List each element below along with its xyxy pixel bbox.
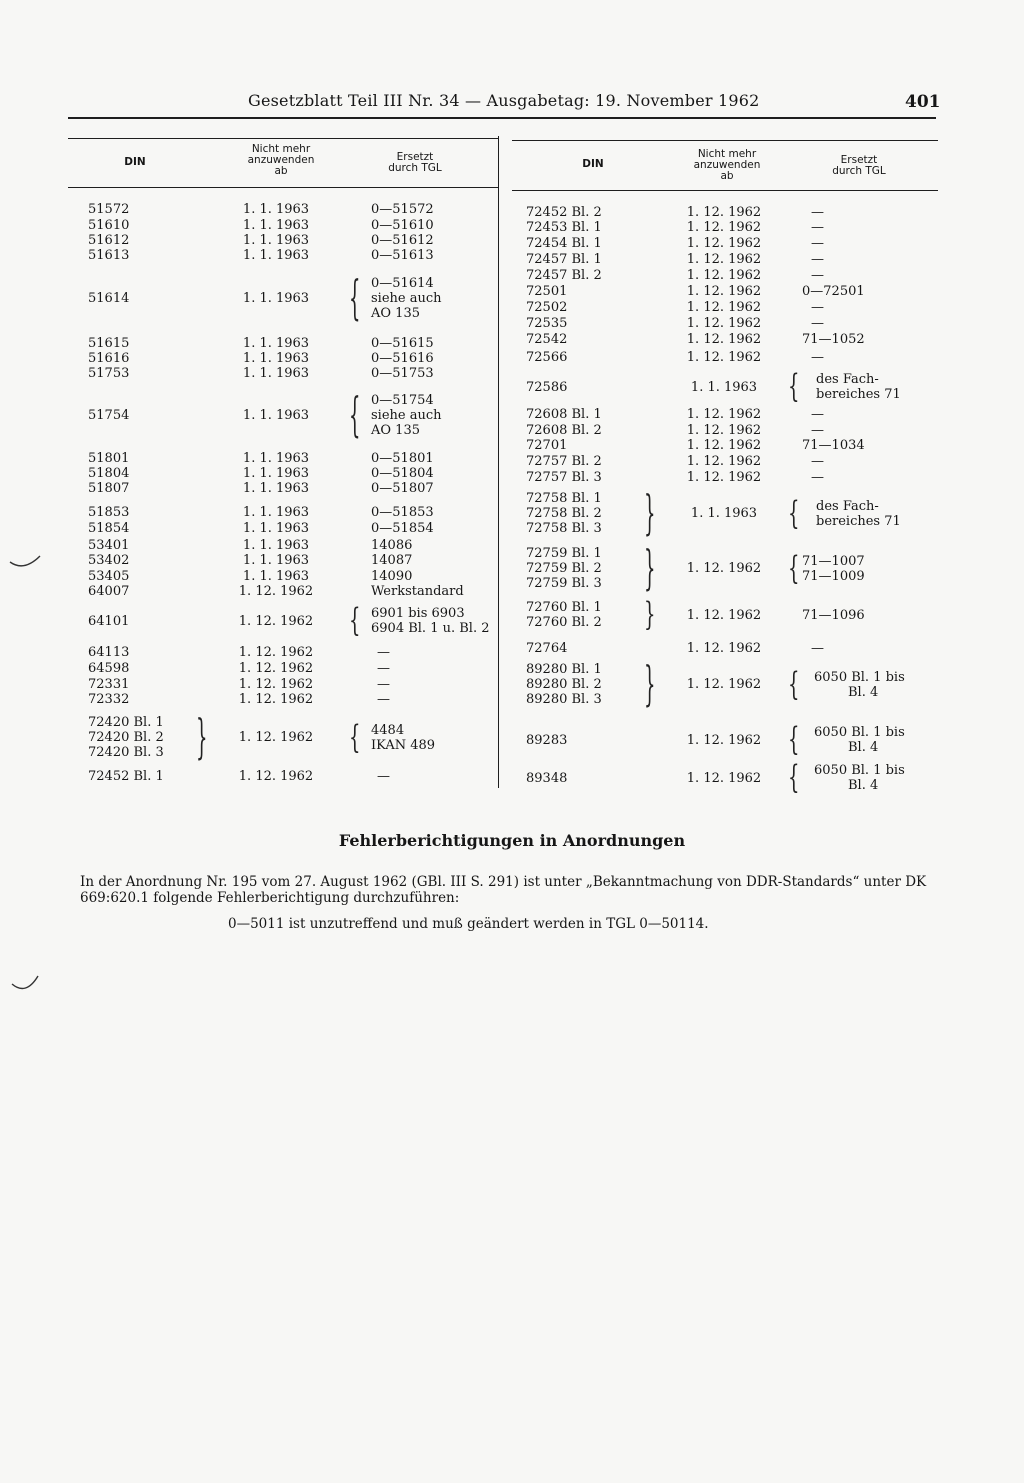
replacement-tgl: 0—51616 (371, 351, 434, 366)
replacement-tgl: des Fach- (816, 498, 879, 514)
page-header (0, 0, 1024, 120)
group-brace: { (788, 548, 800, 587)
effective-date: 1. 12. 1962 (686, 284, 762, 299)
right-header-top-rule (512, 140, 938, 141)
din-number: 72420 Bl. 3 (88, 745, 164, 760)
replacement-tgl: 0—51801 (371, 451, 434, 466)
page-number: 401 (905, 92, 941, 112)
left-header-top-rule (68, 138, 498, 139)
replacement-dash: — (811, 316, 824, 331)
din-number: 53402 (88, 553, 130, 568)
replacement-dash: — (811, 470, 824, 485)
replacement-tgl: 0—51854 (371, 521, 434, 536)
din-number: 51753 (88, 366, 130, 381)
replacement-dash: — (811, 236, 824, 251)
replacement-tgl: 71—1052 (802, 332, 865, 347)
din-number: 51613 (88, 248, 130, 263)
header-replaced-by-right: Ersetzt durch TGL (832, 154, 886, 177)
din-number: 72566 (526, 350, 568, 365)
effective-date: 1. 12. 1962 (686, 732, 762, 748)
din-number: 72420 Bl. 1 (88, 715, 164, 730)
replacement-tgl: 0—51612 (371, 233, 434, 248)
replacement-tgl: 0—51613 (371, 248, 434, 263)
corrections-title: Fehlerberichtigungen in Anordnungen (338, 831, 686, 850)
effective-date: 1. 1. 1963 (242, 336, 310, 351)
din-number: 53401 (88, 538, 130, 553)
effective-date: 1. 12. 1962 (686, 300, 762, 315)
din-number: 72608 Bl. 2 (526, 423, 602, 438)
din-number: 51853 (88, 505, 130, 520)
din-number: 89283 (526, 732, 568, 748)
din-number: 72758 Bl. 1 (526, 491, 602, 506)
replacement-tgl: 6050 Bl. 1 bis (814, 763, 905, 778)
group-brace: { (788, 493, 800, 532)
replacement-dash: — (377, 692, 390, 707)
group-brace: { (788, 366, 800, 406)
replacement-tgl: siehe auch (371, 291, 442, 306)
replacement-dash: — (811, 300, 824, 315)
din-number: 72535 (526, 316, 568, 331)
replacement-tgl: 14090 (371, 569, 413, 584)
din-number: 89348 (526, 770, 568, 786)
din-number: 51610 (88, 218, 130, 233)
effective-date: 1. 1. 1963 (242, 233, 310, 248)
din-number: 72759 Bl. 3 (526, 576, 602, 591)
left-header-bottom-rule (68, 187, 498, 188)
effective-date: 1. 12. 1962 (686, 236, 762, 251)
effective-date: 1. 12. 1962 (686, 350, 762, 365)
effective-date: 1. 1. 1963 (242, 218, 310, 233)
column-divider (498, 136, 499, 788)
replacement-dash: — (811, 350, 824, 365)
effective-date: 1. 12. 1962 (686, 220, 762, 235)
din-number: 51804 (88, 466, 130, 481)
replacement-tgl: 14087 (371, 553, 413, 568)
replacement-tgl: IKAN 489 (371, 737, 436, 753)
din-number: 89280 Bl. 2 (526, 677, 602, 692)
effective-date: 1. 1. 1963 (242, 505, 310, 520)
effective-date: 1. 12. 1962 (686, 607, 762, 623)
din-number: 72759 Bl. 2 (526, 561, 602, 576)
replacement-tgl: 0—51615 (371, 336, 434, 351)
effective-date: 1. 1. 1963 (242, 481, 310, 496)
din-number: 51614 (88, 291, 130, 306)
din-number: 51754 (88, 408, 130, 423)
group-brace: { (788, 757, 800, 797)
din-number: 72757 Bl. 2 (526, 454, 602, 469)
effective-date: 1. 12. 1962 (686, 407, 762, 422)
replacement-tgl: des Fach- (816, 372, 879, 387)
page-title: Gesetzblatt Teil III Nr. 34 — Ausgabetag: 19. November 1962 (248, 91, 760, 110)
din-number: 72457 Bl. 2 (526, 268, 602, 283)
effective-date: 1. 1. 1963 (690, 506, 758, 521)
effective-date: 1. 12. 1962 (238, 613, 314, 629)
header-din-right: DIN (582, 158, 604, 170)
replacement-dash: — (811, 407, 824, 422)
replacement-tgl: bereiches 71 (816, 387, 901, 402)
din-number: 51572 (88, 202, 130, 217)
effective-date: 1. 12. 1962 (686, 561, 762, 576)
replacement-tgl: Bl. 4 (848, 740, 879, 755)
din-number: 72760 Bl. 1 (526, 600, 602, 615)
din-number: 72758 Bl. 3 (526, 521, 602, 536)
replacement-tgl: siehe auch (371, 408, 442, 423)
group-brace: } (196, 708, 208, 765)
replacement-dash: — (811, 454, 824, 469)
din-number: 72452 Bl. 2 (526, 205, 602, 220)
din-number: 72331 (88, 677, 130, 692)
replacement-tgl: 0—51614 (371, 276, 434, 291)
din-number: 72452 Bl. 1 (88, 769, 164, 784)
replacement-tgl: 0—51807 (371, 481, 434, 496)
effective-date: 1. 12. 1962 (686, 205, 762, 220)
effective-date: 1. 12. 1962 (686, 438, 762, 453)
din-number: 64101 (88, 613, 130, 629)
replacement-dash: — (811, 423, 824, 438)
effective-date: 1. 12. 1962 (238, 769, 314, 784)
top-rule (68, 117, 936, 119)
effective-date: 1. 1. 1963 (242, 202, 310, 217)
group-brace: { (349, 386, 361, 443)
effective-date: 1. 1. 1963 (242, 553, 310, 568)
effective-date: 1. 1. 1963 (242, 451, 310, 466)
effective-date: 1. 12. 1962 (238, 677, 314, 692)
group-brace: } (644, 484, 656, 541)
replacement-tgl: 4484 (371, 722, 405, 738)
header-not-applicable: Nicht mehr anzuwenden ab (247, 143, 315, 177)
din-number: 72420 Bl. 2 (88, 730, 164, 745)
replacement-tgl: Bl. 4 (848, 684, 879, 700)
effective-date: 1. 12. 1962 (686, 268, 762, 283)
effective-date: 1. 1. 1963 (242, 408, 310, 423)
replacement-dash: — (377, 769, 390, 784)
din-number: 51854 (88, 521, 130, 536)
group-brace: { (349, 717, 361, 756)
replacement-tgl: Bl. 4 (848, 778, 879, 793)
din-number: 72757 Bl. 3 (526, 470, 602, 485)
din-number: 72454 Bl. 1 (526, 236, 602, 251)
group-brace: } (644, 594, 656, 634)
replacement-dash: — (811, 220, 824, 235)
replacement-tgl: 71—1096 (802, 607, 865, 623)
din-number: 72542 (526, 332, 568, 347)
effective-date: 1. 1. 1963 (242, 521, 310, 536)
replacement-dash: — (811, 641, 824, 656)
replacement-tgl: 14086 (371, 538, 413, 553)
effective-date: 1. 12. 1962 (238, 692, 314, 707)
replacement-tgl: bereiches 71 (816, 513, 901, 529)
din-number: 72760 Bl. 2 (526, 615, 602, 630)
effective-date: 1. 1. 1963 (242, 366, 310, 381)
replacement-tgl: 71—1009 (802, 568, 865, 584)
din-number: 72457 Bl. 1 (526, 252, 602, 267)
effective-date: 1. 12. 1962 (238, 584, 314, 599)
din-number: 51615 (88, 336, 130, 351)
effective-date: 1. 1. 1963 (242, 466, 310, 481)
replacement-dash: — (811, 205, 824, 220)
effective-date: 1. 12. 1962 (686, 677, 762, 692)
replacement-tgl: 6901 bis 6903 (371, 606, 465, 621)
effective-date: 1. 1. 1963 (690, 379, 758, 395)
right-header-bottom-rule (512, 190, 938, 191)
effective-date: 1. 12. 1962 (686, 423, 762, 438)
group-brace: { (349, 600, 361, 640)
replacement-tgl: 0—51754 (371, 393, 434, 408)
din-number: 72758 Bl. 2 (526, 506, 602, 521)
replacement-tgl: 71—1007 (802, 553, 865, 569)
din-number: 51801 (88, 451, 130, 466)
effective-date: 1. 12. 1962 (238, 730, 314, 745)
din-number: 53405 (88, 569, 130, 584)
replacement-tgl: Werkstandard (371, 584, 464, 599)
replacement-tgl: 0—51610 (371, 218, 434, 233)
header-din: DIN (124, 156, 146, 168)
din-number: 64113 (88, 645, 130, 660)
effective-date: 1. 12. 1962 (686, 332, 762, 347)
header-not-applicable-right: Nicht mehr anzuwenden ab (693, 148, 761, 182)
din-number: 89280 Bl. 1 (526, 662, 602, 677)
replacement-tgl: 6050 Bl. 1 bis (814, 669, 905, 685)
replacement-dash: — (811, 252, 824, 267)
replacement-tgl: 0—51853 (371, 505, 434, 520)
din-number: 72332 (88, 692, 130, 707)
effective-date: 1. 12. 1962 (686, 316, 762, 331)
replacement-tgl: 71—1034 (802, 438, 865, 453)
din-number: 72764 (526, 641, 568, 656)
din-number: 72759 Bl. 1 (526, 546, 602, 561)
replacement-tgl: 0—51753 (371, 366, 434, 381)
din-number: 72586 (526, 379, 568, 395)
replacement-dash: — (811, 268, 824, 283)
replacement-dash: — (377, 661, 390, 676)
din-number: 51807 (88, 481, 130, 496)
corrections-statement: 0—5011 ist unzutreffend und muß geändert werden in TGL 0—50114. (228, 916, 709, 932)
effective-date: 1. 12. 1962 (686, 454, 762, 469)
margin-mark-icon (6, 548, 46, 578)
group-brace: } (644, 539, 656, 596)
din-number: 64598 (88, 661, 130, 676)
replacement-tgl: 0—72501 (802, 284, 865, 299)
effective-date: 1. 12. 1962 (686, 470, 762, 485)
effective-date: 1. 1. 1963 (242, 569, 310, 584)
effective-date: 1. 1. 1963 (242, 291, 310, 306)
din-number: 64007 (88, 584, 130, 599)
replacement-dash: — (377, 677, 390, 692)
effective-date: 1. 12. 1962 (686, 641, 762, 656)
effective-date: 1. 12. 1962 (238, 661, 314, 676)
header-replaced-by: Ersetzt durch TGL (388, 151, 442, 174)
effective-date: 1. 12. 1962 (238, 645, 314, 660)
din-number: 72608 Bl. 1 (526, 407, 602, 422)
din-number: 89280 Bl. 3 (526, 692, 602, 707)
din-number: 51616 (88, 351, 130, 366)
din-number: 72453 Bl. 1 (526, 220, 602, 235)
group-brace: { (788, 719, 800, 759)
effective-date: 1. 1. 1963 (242, 248, 310, 263)
replacement-dash: — (377, 645, 390, 660)
effective-date: 1. 1. 1963 (242, 538, 310, 553)
margin-mark-icon-2 (6, 974, 46, 1004)
din-number: 72501 (526, 284, 568, 299)
corrections-paragraph: In der Anordnung Nr. 195 vom 27. August 1962 (GBl. III S. 291) ist unter „Bekanntmachung von DDR-Standards“ unter DK 669:620.1 folgende Fehlerberichtigung durchzuführen: (80, 874, 927, 906)
replacement-tgl: 6050 Bl. 1 bis (814, 725, 905, 740)
din-number: 51612 (88, 233, 130, 248)
din-number: 72502 (526, 300, 568, 315)
group-brace: { (349, 269, 361, 326)
group-brace: } (644, 655, 656, 712)
group-brace: { (788, 664, 800, 703)
effective-date: 1. 12. 1962 (686, 770, 762, 786)
replacement-tgl: 0—51804 (371, 466, 434, 481)
replacement-tgl: 6904 Bl. 1 u. Bl. 2 (371, 621, 490, 636)
effective-date: 1. 12. 1962 (686, 252, 762, 267)
replacement-tgl: 0—51572 (371, 202, 434, 217)
replacement-tgl: AO 135 (371, 423, 420, 438)
effective-date: 1. 1. 1963 (242, 351, 310, 366)
din-number: 72701 (526, 438, 568, 453)
replacement-tgl: AO 135 (371, 306, 420, 321)
